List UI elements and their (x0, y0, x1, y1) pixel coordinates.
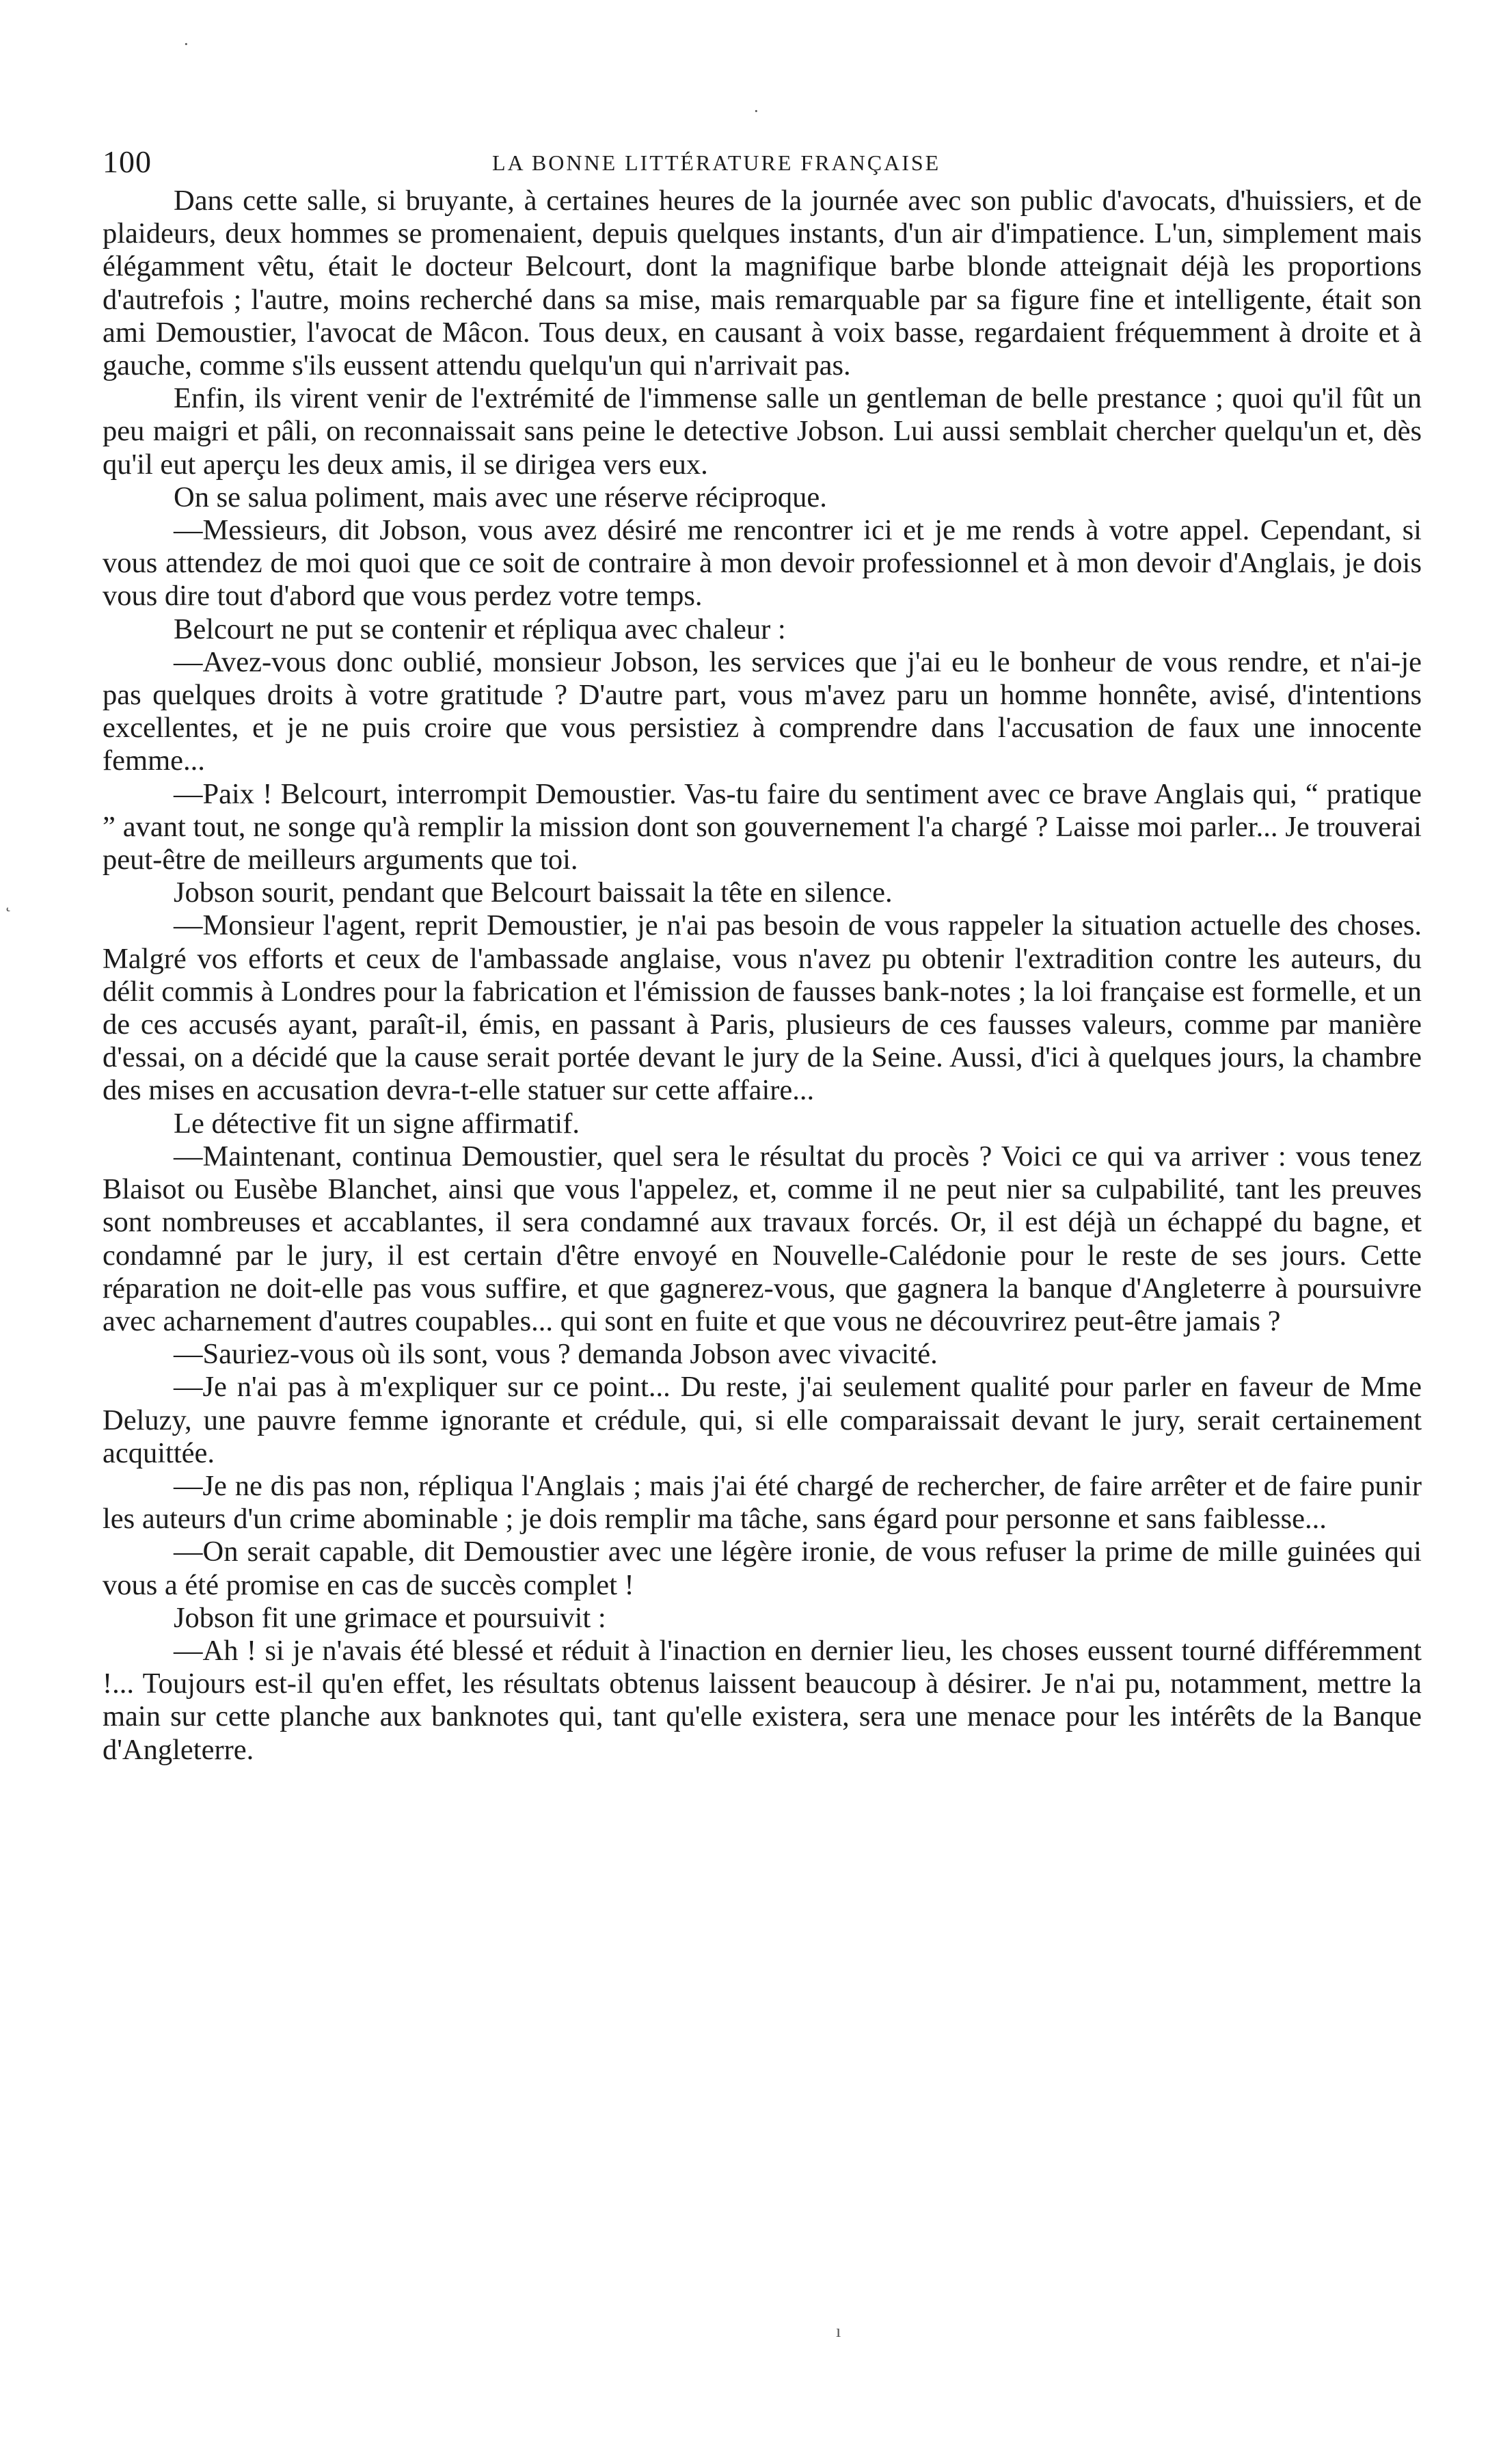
paragraph: —Avez-vous donc oublié, monsieur Jobson, les services que j'ai eu le bonheur de vous rendre, et n'ai-je pas quelques droits à votre gratitude ? D'autre part, vous m'avez paru un homme honnête, avisé, d'intentions excellentes, et je ne puis croire que vous persistiez à comprendre dans l'accusation de faux une innocente femme... (103, 645, 1422, 777)
paragraph: Jobson fit une grimace et poursuivit : (174, 1601, 606, 1634)
paragraph: —Messieurs, dit Jobson, vous avez désiré me rencontrer ici et je me rends à votre appel. Cependant, si vous attendez de moi quoi que ce soit de contraire à mon devoir professionnel et à mon devoir d'Anglais, je dois vous dire tout d'abord que vous perdez votre temps. (103, 514, 1422, 613)
paragraph: —Je ne dis pas non, répliqua l'Anglais ; mais j'ai été chargé de rechercher, de faire arrêter et de faire punir les auteurs d'un crime abominable ; je dois remplir ma tâche, sans égard pour personne et sans faiblesse... (103, 1469, 1422, 1536)
print-speck: ˛ (5, 892, 12, 912)
print-speck: · (183, 34, 189, 54)
paragraph: —Ah ! si je n'avais été blessé et réduit à l'inaction en dernier lieu, les choses eussent tourné différemment !... Toujours est-il qu'en effet, les résultats obtenus laissent beaucoup à désirer. Je n'ai pu, notamment, mettre la main sur cette planche aux banknotes qui, tant qu'elle existera, sera une menace pour les intérêts de la Banque d'Angleterre. (103, 1634, 1422, 1766)
print-speck: ı (836, 2321, 841, 2341)
paragraph: Belcourt ne put se contenir et répliqua avec chaleur : (174, 613, 786, 645)
print-speck: · (753, 101, 759, 121)
paragraph: —Maintenant, continua Demoustier, quel sera le résultat du procès ? Voici ce qui va arriver : vous tenez Blaisot ou Eusèbe Blanchet, ainsi que vous l'appelez, et, comme il ne peut nier sa culpabilité, tant les preuves sont nombreuses et accablantes, il sera condamné aux travaux forcés. Or, il est déjà un échappé du bagne, et condamné par le jury, il est certain d'être envoyé en Nouvelle-Calédonie pour le reste de ses jours. Cette réparation ne doit-elle pas vous suffire, et que gagnerez-vous, que gagnera la banque d'Angleterre à poursuivre avec acharnement d'autres coupables... qui sont en fuite et que vous ne découvrirez peut-être jamais ? (103, 1140, 1422, 1337)
paragraph: Jobson sourit, pendant que Belcourt baissait la tête en silence. (174, 876, 893, 909)
paragraph: —Je n'ai pas à m'expliquer sur ce point... Du reste, j'ai seulement qualité pour parler en faveur de Mme Deluzy, une pauvre femme ignorante et crédule, qui, si elle comparaissait devant le jury, serait certainement acquittée. (103, 1371, 1422, 1469)
running-title: LA BONNE LITTÉRATURE FRANÇAISE (492, 150, 941, 175)
book-page (103, 123, 1422, 1767)
paragraph: —On serait capable, dit Demoustier avec une légère ironie, de vous refuser la prime de mille guinées qui vous a été promise en cas de succès complet ! (103, 1536, 1422, 1601)
paragraph: On se salua poliment, mais avec une réserve réciproque. (174, 481, 827, 513)
paragraph: Le détective fit un signe affirmatif. (174, 1107, 580, 1140)
paragraph: Dans cette salle, si bruyante, à certaines heures de la journée avec son public d'avocats, d'huissiers, et de plaideurs, deux hommes se promenaient, depuis quelques instants, d'un air d'impatience. L'un, simplement mais élégamment vêtu, était le docteur Belcourt, dont la magnifique barbe blonde atteignait déjà les proportions d'autrefois ; l'autre, moins recherché dans sa mise, mais remarquable par sa figure fine et intelligente, était son ami Demoustier, l'avocat de Mâcon. Tous deux, en causant à voix basse, regardaient fréquemment à droite et à gauche, comme s'ils eussent attendu quelqu'un qui n'arrivait pas. (103, 185, 1422, 382)
page-header (103, 123, 1422, 185)
page-number: 100 (103, 144, 152, 179)
body-text (103, 185, 1422, 1767)
paragraph: Enfin, ils virent venir de l'extrémité de l'immense salle un gentleman de belle prestance ; quoi qu'il fût un peu maigri et pâli, on reconnaissait sans peine le detective Jobson. Lui aussi semblait chercher quelqu'un et, dès qu'il eut aperçu les deux amis, il se dirigea vers eux. (103, 382, 1422, 481)
paragraph: —Sauriez-vous où ils sont, vous ? demanda Jobson avec vivacité. (174, 1338, 938, 1371)
paragraph: —Paix ! Belcourt, interrompit Demoustier. Vas-tu faire du sentiment avec ce brave Anglais qui, “ pratique ” avant tout, ne songe qu'à remplir la mission dont son gouvernement l'a chargé ? Laisse moi parler... Je trouverai peut-être de meilleurs arguments que toi. (103, 777, 1422, 876)
paragraph: —Monsieur l'agent, reprit Demoustier, je n'ai pas besoin de vous rappeler la situation actuelle des choses. Malgré vos efforts et ceux de l'ambassade anglaise, vous n'avez pu obtenir l'extradition contre les auteurs, du délit commis à Londres pour la fabrication et l'émission de fausses bank-notes ; la loi française est formelle, et un de ces accusés ayant, paraît-il, émis, en passant à Paris, plusieurs de ces fausses valeurs, comme par manière d'essai, on a décidé que la cause serait portée devant le jury de la Seine. Aussi, d'ici à quelques jours, la chambre des mises en accusation devra-t-elle statuer sur cette affaire... (103, 909, 1422, 1107)
